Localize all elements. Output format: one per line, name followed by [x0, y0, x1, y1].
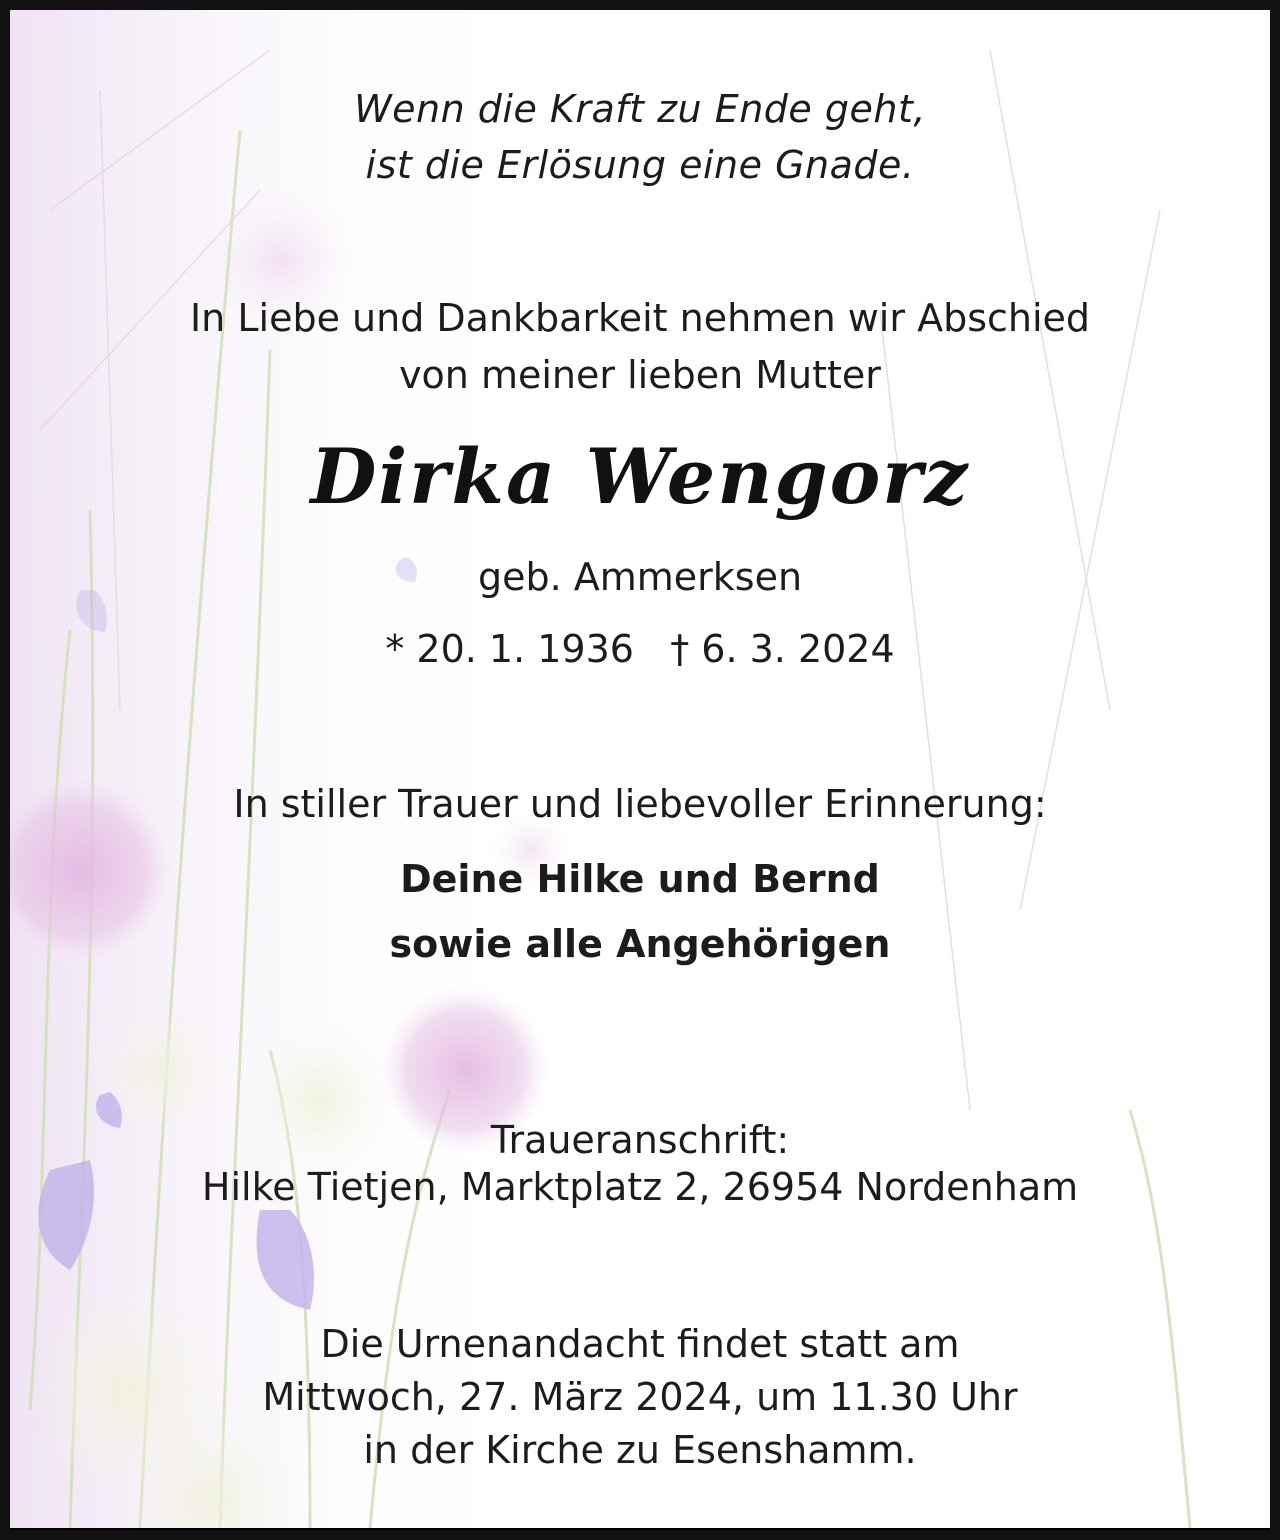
mourners-line-2: sowie alle Angehörigen: [389, 922, 891, 966]
deceased-name: Dirka Wengorz: [310, 432, 970, 521]
mourners-heading: In stiller Trauer und liebevoller Erinnerung:: [233, 782, 1047, 826]
ceremony-line-3: in der Kirche zu Esenshamm.: [363, 1428, 917, 1472]
birth-name: geb. Ammerksen: [477, 555, 803, 599]
intro-line-1: In Liebe und Dankbarkeit nehmen wir Abschied: [189, 296, 1091, 340]
intro-line-2: von meiner lieben Mutter: [399, 353, 881, 397]
address-line: Hilke Tietjen, Marktplatz 2, 26954 Nordenham: [201, 1165, 1079, 1209]
address-heading: Traueranschrift:: [490, 1118, 790, 1162]
life-dates: * 20. 1. 1936 † 6. 3. 2024: [385, 627, 895, 671]
mourners-line-1: Deine Hilke und Bernd: [400, 857, 880, 901]
obituary-notice: [10, 10, 1270, 1530]
ceremony-line-1: Die Urnenandacht findet statt am: [320, 1322, 960, 1366]
ceremony-line-2: Mittwoch, 27. März 2024, um 11.30 Uhr: [262, 1375, 1018, 1419]
wildflower-background-image: [10, 10, 1270, 1528]
quote-line-1: Wenn die Kraft zu Ende geht,: [354, 87, 926, 131]
quote-line-2: ist die Erlösung eine Gnade.: [365, 143, 915, 187]
